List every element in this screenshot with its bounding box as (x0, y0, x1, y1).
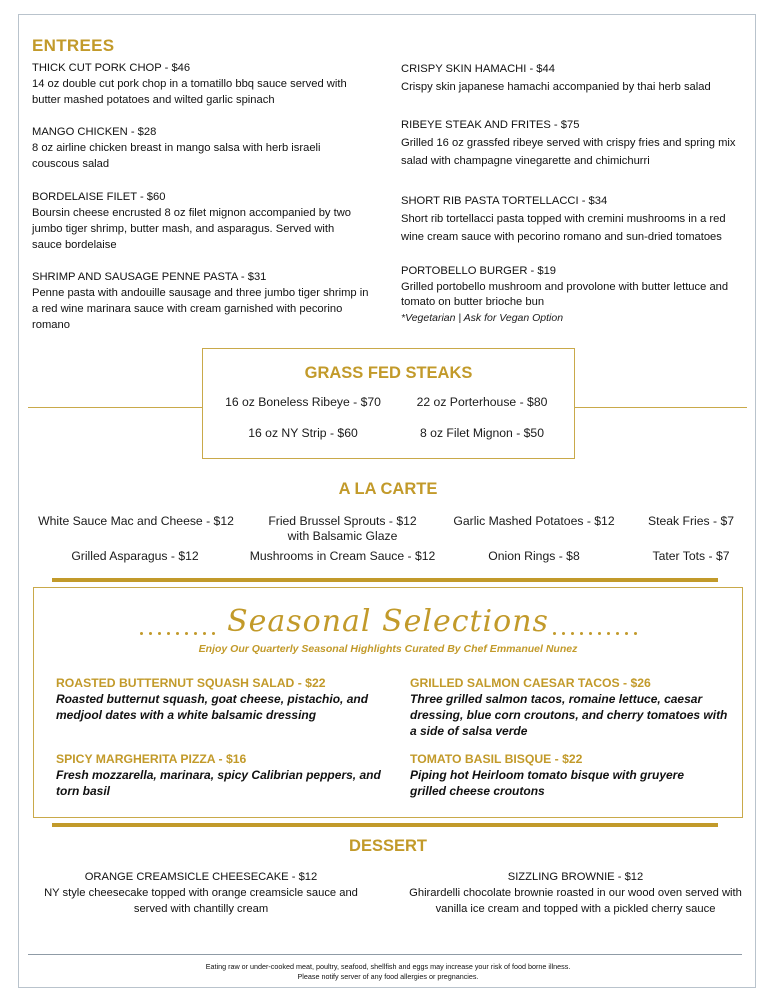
alacarte-item: Garlic Mashed Potatoes - $12 (453, 514, 615, 528)
dessert-title: DESSERT (349, 837, 427, 855)
entree-desc: 8 oz airline chicken breast in mango salsa with herb israeli couscous salad (32, 142, 321, 170)
entree-item (401, 116, 746, 170)
gold-divider-top (52, 578, 718, 582)
footer-divider (28, 954, 742, 955)
entree-item (401, 60, 746, 96)
entree-desc: Grilled 16 oz grassfed ribeye served with crispy fries and spring mix salad with champagne vinegarette and chimichurri (401, 137, 736, 167)
seasonal-item-name: SPICY MARGHERITA PIZZA - $16 (56, 752, 247, 766)
entree-desc: 14 oz double cut pork chop in a tomatillo bbq sauce served with butter mashed potatoes and wilted garlic spinach (32, 78, 347, 106)
seasonal-subtitle: Enjoy Our Quarterly Seasonal Highlights Curated By Chef Emmanuel Nunez (198, 643, 578, 655)
entree-desc: Crispy skin japanese hamachi accompanied by thai herb salad (401, 81, 711, 93)
seasonal-item-name: GRILLED SALMON CAESAR TACOS - $26 (410, 676, 651, 690)
gold-divider-bottom (52, 823, 718, 827)
entree-name: SHRIMP AND SAUSAGE PENNE PASTA - $31 (32, 271, 267, 283)
alacarte-item: Tater Tots - $7 (652, 549, 730, 563)
alacarte-item: Steak Fries - $7 (647, 514, 735, 528)
entree-name: MANGO CHICKEN - $28 (32, 126, 157, 138)
steak-item: 22 oz Porterhouse - $80 (416, 395, 548, 409)
seasonal-item-desc: Roasted butternut squash, goat cheese, pistachio, and medjool dates with a white balsamic dressing (56, 692, 369, 722)
seasonal-item (410, 751, 720, 799)
seasonal-item-desc: Three grilled salmon tacos, romaine lettuce, caesar dressing, blue corn croutons, and cherry tomatoes with a side of salsa verde (410, 692, 728, 738)
entree-name: SHORT RIB PASTA TORTELLACCI - $34 (401, 195, 608, 207)
entree-desc: Boursin cheese encrusted 8 oz filet mignon accompanied by two jumbo tiger shrimp, butter mash, and asparagus. Served with sauce bordelaise (32, 207, 352, 251)
entree-item (32, 189, 362, 253)
seasonal-item-desc: Piping hot Heirloom tomato bisque with gruyere grilled cheese croutons (410, 768, 685, 798)
steak-divider-right (575, 407, 747, 408)
footer-line-1: Eating raw or under-cooked meat, poultry, seafood, shellfish and eggs may increase your risk of food borne illness. (205, 962, 571, 971)
alacarte-item: Mushrooms in Cream Sauce - $12 (249, 549, 436, 563)
dessert-item (403, 869, 748, 917)
entree-name: CRISPY SKIN HAMACHI - $44 (401, 63, 555, 75)
seasonal-item (56, 675, 391, 723)
seasonal-item-name: ROASTED BUTTERNUT SQUASH SALAD - $22 (56, 676, 326, 690)
entree-item (32, 269, 372, 333)
seasonal-title: Seasonal Selections (227, 604, 549, 639)
footer-disclaimer (0, 962, 776, 982)
dessert-item (41, 869, 361, 917)
entree-item (401, 192, 751, 246)
steaks-box (202, 348, 575, 459)
alacarte-title: A LA CARTE (338, 480, 438, 498)
entree-note: *Vegetarian | Ask for Vegan Option (401, 311, 564, 324)
entree-desc: Grilled portobello mushroom and provolone with butter lettuce and tomato on butter brioche bun (401, 280, 729, 308)
alacarte-item: Onion Rings - $8 (488, 549, 580, 563)
alacarte-item: Grilled Asparagus - $12 (71, 549, 199, 563)
entree-name: RIBEYE STEAK AND FRITES - $75 (401, 119, 580, 131)
seasonal-item-name: TOMATO BASIL BISQUE - $22 (410, 752, 583, 766)
steak-divider-left (28, 407, 202, 408)
entree-item (32, 124, 352, 172)
entree-name: PORTOBELLO BURGER - $19 (401, 265, 557, 277)
dessert-name: ORANGE CREAMSICLE CHEESECAKE - $12 (84, 871, 318, 883)
entrees-title: ENTREES (32, 36, 115, 55)
entree-desc: Short rib tortellacci pasta topped with cremini mushrooms in a red wine cream sauce with pecorino romano and sun-dried tomatoes (401, 213, 726, 243)
steak-item: 8 oz Filet Mignon - $50 (420, 426, 544, 440)
footer-line-2: Please notify server of any food allergies or pregnancies. (297, 972, 479, 981)
dessert-name: SIZZLING BROWNIE - $12 (507, 871, 644, 883)
dessert-desc: Ghirardelli chocolate brownie roasted in our wood oven served with vanilla ice cream and topped with a pickled cherry sauce (409, 887, 742, 915)
entree-item (401, 264, 746, 326)
entree-desc: Penne pasta with andouille sausage and three jumbo tiger shrimp in a red wine marinara sauce with cream garnished with pecorino romano (32, 287, 369, 331)
entree-name: THICK CUT PORK CHOP - $46 (32, 62, 191, 74)
steaks-title: GRASS FED STEAKS (304, 364, 473, 382)
alacarte-item-name: Fried Brussel Sprouts - $12 (268, 514, 417, 528)
seasonal-item (410, 675, 730, 739)
dessert-desc: NY style cheesecake topped with orange creamsicle sauce and served with chantilly cream (44, 887, 358, 915)
alacarte-item (250, 514, 435, 544)
entree-name: BORDELAISE FILET - $60 (32, 191, 166, 203)
steak-item: 16 oz Boneless Ribeye - $70 (225, 395, 381, 409)
steak-item: 16 oz NY Strip - $60 (248, 426, 358, 440)
seasonal-item (56, 751, 391, 799)
alacarte-item: White Sauce Mac and Cheese - $12 (38, 514, 234, 528)
seasonal-item-desc: Fresh mozzarella, marinara, spicy Calibrian peppers, and torn basil (56, 768, 381, 798)
entree-item (32, 60, 372, 108)
alacarte-item-detail: with Balsamic Glaze (287, 529, 398, 543)
